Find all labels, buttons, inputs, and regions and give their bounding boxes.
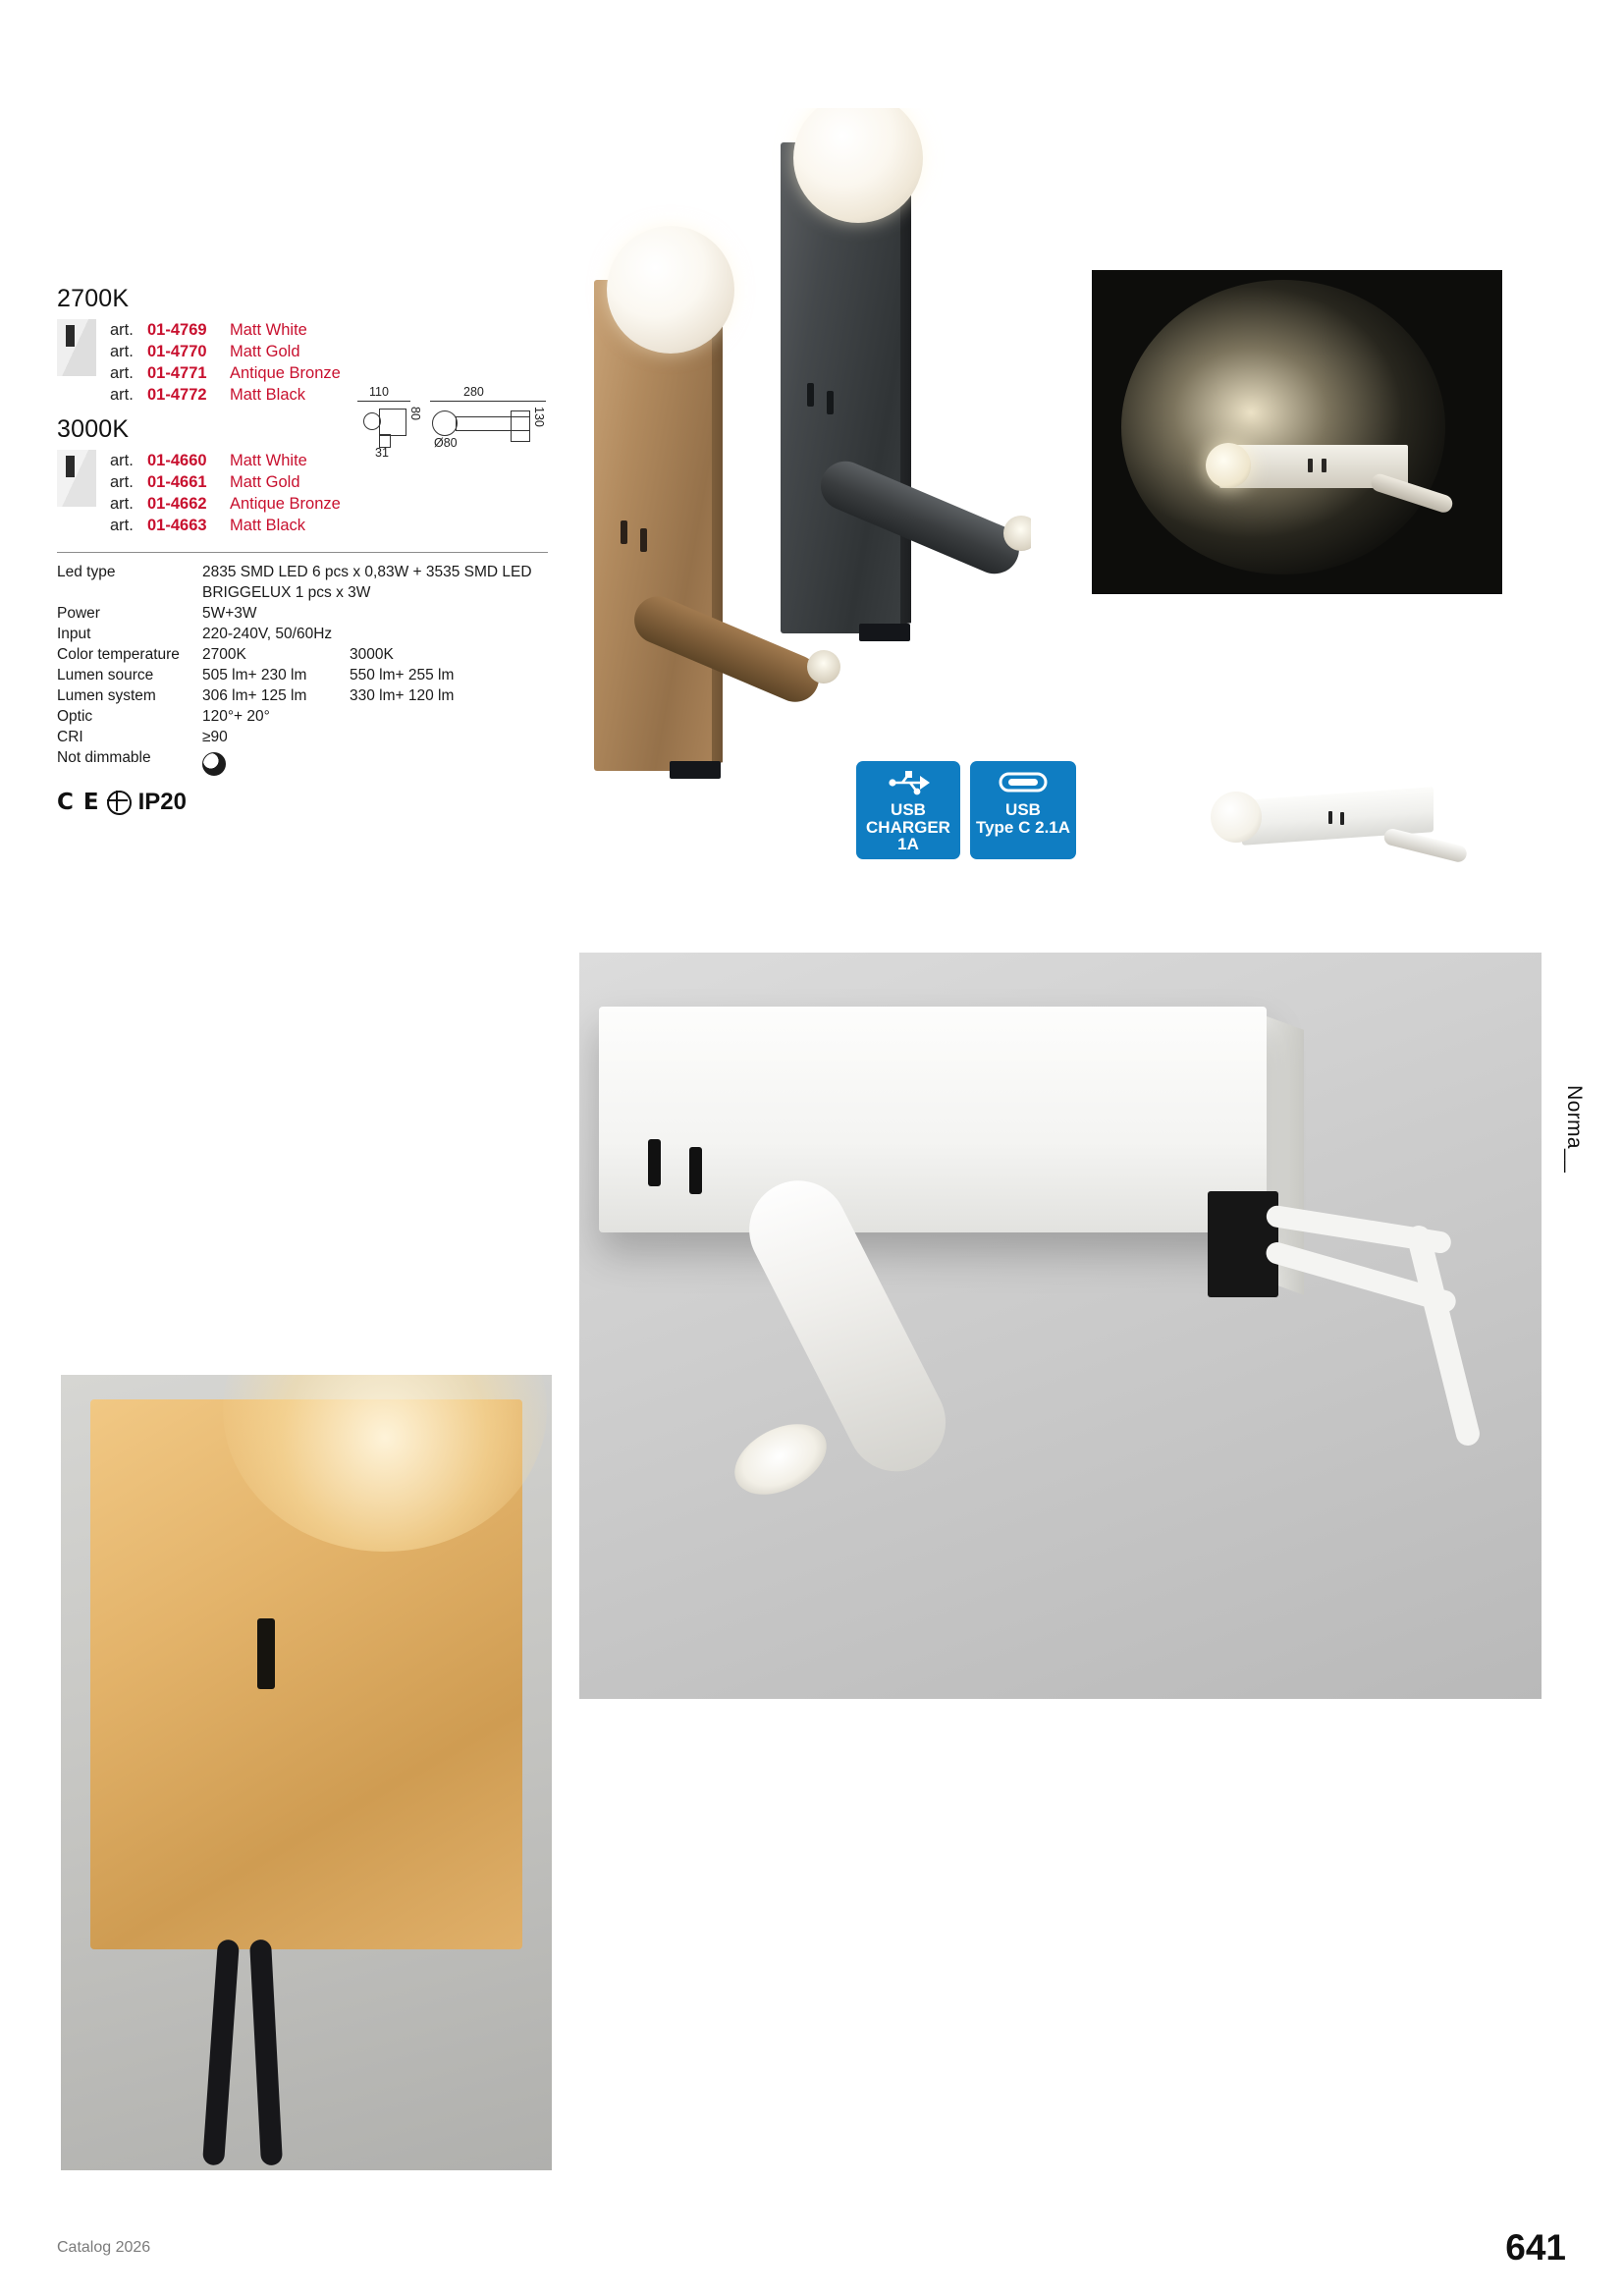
spec-row-power [57, 603, 548, 624]
usb-typec-line1: USB [1005, 800, 1041, 819]
spec-key: Not dimmable [57, 749, 151, 766]
article-finish: Matt Black [230, 386, 306, 404]
article-finish: Matt Black [230, 517, 306, 534]
bronze-lamp-globe [607, 226, 734, 354]
white-lamp-button [1340, 812, 1344, 825]
article-label: art. [110, 343, 134, 360]
usb-charger-badge [856, 761, 960, 859]
spec-value-col2: 550 lm+ 255 lm [350, 667, 455, 683]
ambiance-lamp-button [1322, 459, 1326, 472]
dimension-height-right: 130 [532, 407, 546, 427]
product-photo-bronze-black [579, 108, 1031, 854]
ce-mark-icon: C E [57, 790, 100, 815]
article-label: art. [110, 364, 134, 382]
ambiance-light-glow [1121, 280, 1445, 574]
dimension-diameter: Ø80 [434, 436, 458, 450]
article-code: 01-4772 [147, 386, 207, 404]
article-finish: Antique Bronze [230, 364, 341, 382]
usb-typec-badge [970, 761, 1076, 859]
dimension-height-left: 80 [408, 407, 422, 420]
article-finish: Matt Gold [230, 343, 300, 360]
spec-key: Color temperature [57, 646, 180, 663]
spec-key: Input [57, 626, 91, 642]
bronze-lamp-usb-block [670, 761, 721, 779]
ambiance-lamp-button [1308, 459, 1313, 472]
article-code: 01-4663 [147, 517, 207, 534]
footer-page-number: 641 [1505, 2227, 1566, 2268]
black-lamp-usb-block [859, 624, 910, 641]
lifestyle-photo-gold-lamp [61, 1375, 552, 2170]
spec-value: 2835 SMD LED 6 pcs x 0,83W + 3535 SMD LED [202, 564, 532, 580]
article-label: art. [110, 386, 134, 404]
article-label: art. [110, 495, 134, 513]
article-finish: Antique Bronze [230, 495, 341, 513]
usb-port-block [1208, 1191, 1278, 1297]
article-code: 01-4662 [147, 495, 207, 513]
article-label: art. [110, 517, 134, 534]
spec-value: 120°+ 20° [202, 708, 270, 725]
usb-typec-line2: Type C 2.1A [975, 817, 1071, 837]
spec-key: Optic [57, 708, 93, 725]
spec-value-col2: 3000K [350, 646, 394, 663]
spec-row-input [57, 624, 548, 644]
article-code: 01-4769 [147, 321, 207, 339]
article-label: art. [110, 473, 134, 491]
spec-row-led-type [57, 562, 548, 582]
article-row[interactable] [110, 319, 568, 341]
black-lamp-button [807, 383, 814, 407]
white-lamp-button [1328, 811, 1332, 824]
dimension-width-top: 110 [369, 385, 389, 399]
technical-specs-table [57, 552, 548, 816]
spec-row-optic [57, 706, 548, 727]
drawing-side-globe [432, 410, 458, 436]
spec-value-col2: 330 lm+ 120 lm [350, 687, 455, 704]
spec-value-col1: 306 lm+ 125 lm [202, 687, 307, 704]
usb-icon [856, 769, 960, 798]
dimension-width-side: 280 [463, 385, 484, 399]
spec-value-col1: 2700K [202, 646, 246, 663]
white-lamp-reading-rod [1382, 827, 1469, 863]
article-code: 01-4771 [147, 364, 207, 382]
spec-row-cri [57, 727, 548, 747]
article-finish: Matt Gold [230, 473, 300, 491]
article-code: 01-4770 [147, 343, 207, 360]
bronze-lamp-button [640, 528, 647, 552]
footer-catalog-label: Catalog 2026 [57, 2239, 151, 2256]
spec-key: CRI [57, 729, 83, 745]
spec-row-lumen-system [57, 685, 548, 706]
dimension-drawing [353, 385, 565, 483]
white-lamp-globe [1211, 792, 1262, 843]
spec-value: 5W+3W [202, 605, 257, 622]
article-code: 01-4661 [147, 473, 207, 491]
spec-row-lumen-source [57, 665, 548, 685]
spec-value-col1: 505 lm+ 230 lm [202, 667, 307, 683]
usb-c-icon [970, 769, 1076, 798]
dim-leader-line [430, 401, 546, 402]
temperature-heading: 3000K [57, 415, 130, 443]
temperature-heading: 2700K [57, 285, 130, 312]
spec-key: Lumen source [57, 667, 154, 683]
ambiance-photo-dark-wall [1092, 270, 1502, 594]
white-lamp-button [689, 1147, 702, 1194]
spec-row-color-temperature [57, 644, 548, 665]
spec-key: Lumen system [57, 687, 156, 704]
spec-key: Power [57, 605, 100, 622]
usb-charger-line2: CHARGER [866, 817, 950, 837]
spec-value: ≥90 [202, 729, 228, 745]
spec-row-dimmable [57, 747, 548, 777]
color-swatch-2700k [57, 319, 96, 376]
article-label: art. [110, 452, 134, 469]
certification-row [57, 789, 548, 816]
color-swatch-3000k [57, 450, 96, 507]
ip-rating: IP20 [137, 789, 187, 815]
white-lamp-button [648, 1139, 661, 1186]
drawing-front-plate [379, 409, 406, 436]
white-lamp-plate [599, 1007, 1267, 1232]
article-label: art. [110, 321, 134, 339]
article-code: 01-4660 [147, 452, 207, 469]
class-ii-globe-icon [107, 791, 132, 815]
ambiance-lamp-globe [1206, 443, 1251, 488]
series-side-label: Norma__ [1563, 1085, 1586, 1174]
gold-lamp-button [257, 1618, 275, 1689]
article-row[interactable] [110, 341, 568, 362]
not-dimmable-icon [202, 752, 226, 776]
usb-charger-line3: 1A [897, 835, 919, 854]
usb-charger-line1: USB [891, 800, 926, 819]
article-row[interactable] [110, 515, 568, 536]
dim-leader-line [357, 401, 410, 402]
article-row[interactable] [110, 493, 568, 515]
lifestyle-photo-white-lamp [579, 953, 1542, 1699]
spec-value-continued: BRIGGELUX 1 pcs x 3W [202, 584, 371, 601]
article-finish: Matt White [230, 452, 307, 469]
bronze-lamp-body [594, 280, 712, 771]
black-lamp-button [827, 391, 834, 414]
article-row[interactable] [110, 362, 568, 384]
bronze-lamp-button [621, 520, 627, 544]
specification-column [57, 285, 568, 816]
spec-value: 220-240V, 50/60Hz [202, 626, 333, 642]
drawing-side-bracket [511, 410, 530, 442]
article-finish: Matt White [230, 321, 307, 339]
product-photo-white-small [1203, 766, 1488, 879]
dimension-depth: 31 [375, 446, 389, 460]
spec-key: Led type [57, 564, 116, 580]
